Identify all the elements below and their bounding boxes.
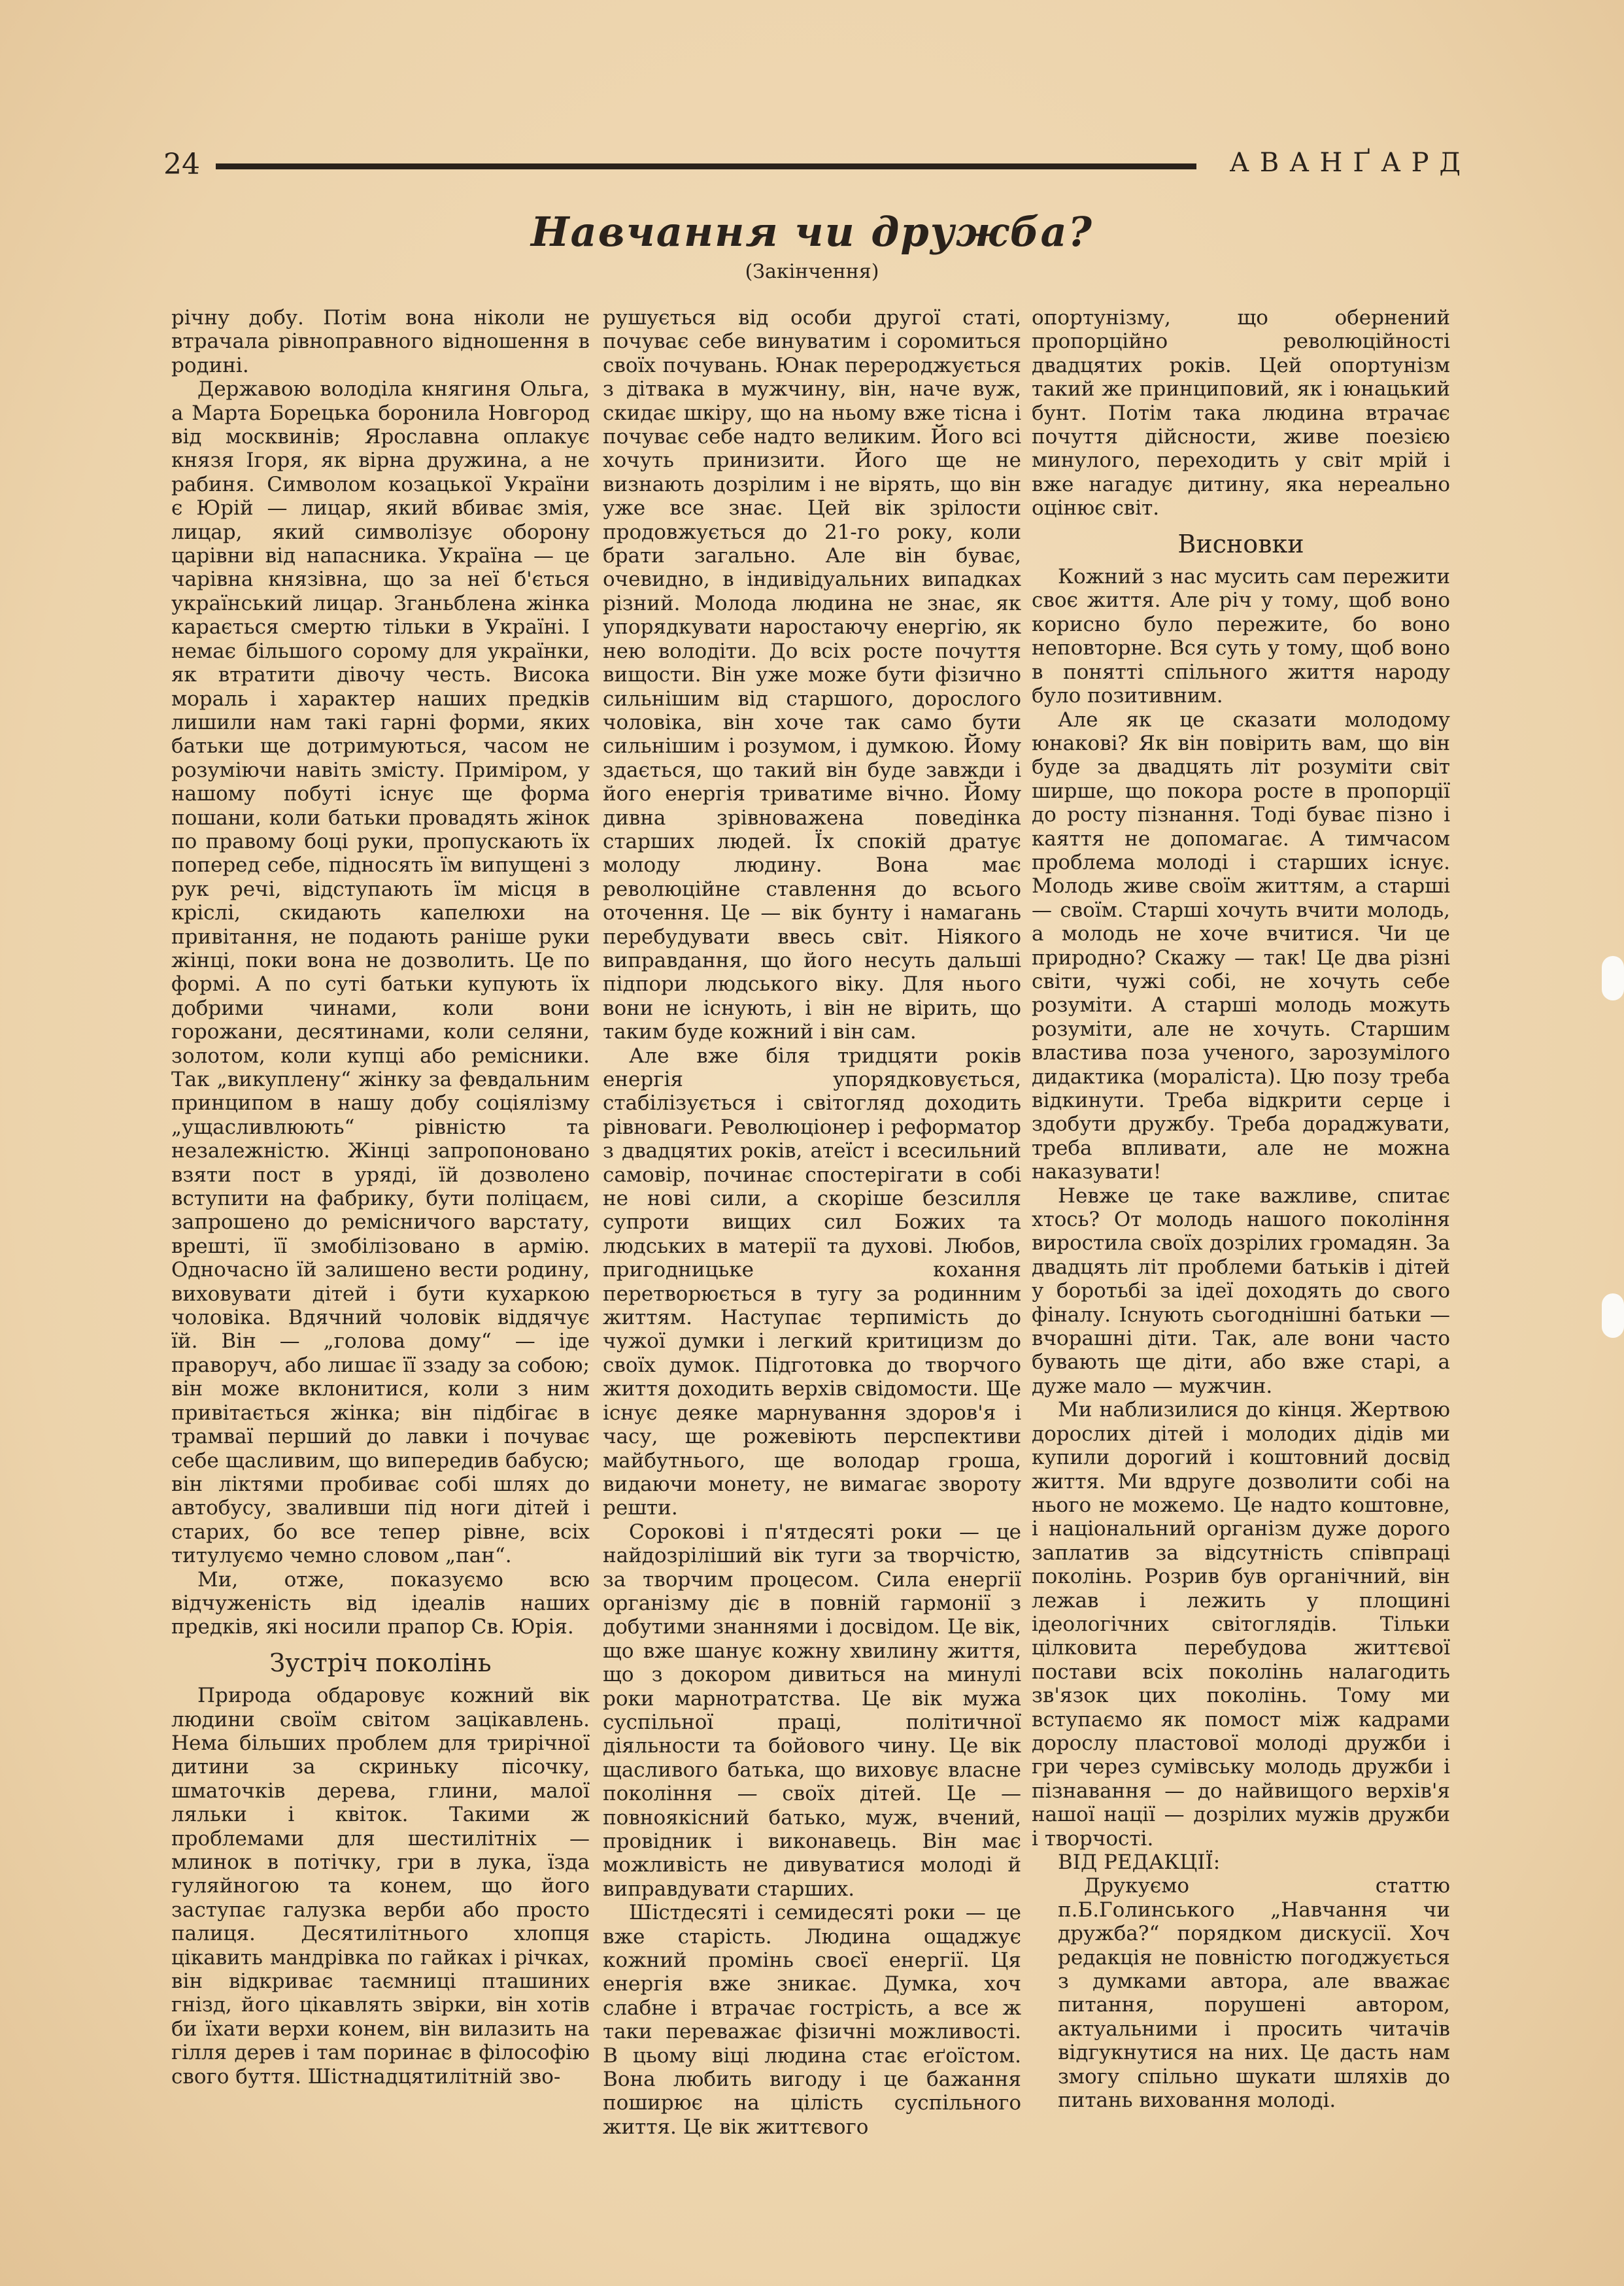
paragraph: Державою володіла княгиня Ольга, а Марта Борецька боронила Новгород від москвинів; Ярославна оплакує князя Ігоря, як вірна дружина, а не рабиня. Символом козацької України є Юрій — лицар, який вбиває змія, лицар, який символізує оборону царівни від напасника. Україна — це чарівна князівна, що за неї б'ється український лицар. Зганьблена жінка карається смертю тільки в Україні. І немає більшого сорому для українки, як втратити дівочу честь. Висока мораль і характер наших предків лишили нам такі гарні форми, яких батьки ще дотримуються, часом не розуміючи навіть змісту. Приміром, у нашому побуті існує ще форма пошани, коли батьки провадять жінок по правому боці руки, пропускають їх поперед себе, підносять їм випущені з рук речі, відступають їм місця в кріслі, скидають капелюхи на привітання, не подають раніше руки жінці, поки вона не дозволить. Це по формі. А по суті батьки купують їх добрими чинами, коли вони горожани, десятинами, коли селяни, золотом, коли купці або ремісники. Так „викуплену“ жінку за февдальним принципом в нашу добу соціялізму „ущасливлюють“ рівністю та незалежністю. Жінці запропоновано взяти пост в уряді, їй дозволено вступити на фабрику, бути поліцаєм, запрошено до ремісничого варстату, врешті, її змобілізовано в армію. Одночасно їй залишено вести родину, виховувати дітей і бути кухаркою чоловіка. Вдячний чоловік віддячує їй. Він — „голова дому“ — іде праворуч, або лишає її ззаду за собою; він може вклонитися, коли з ним привітається жінка; він підбігає в трамваї перший до лавки і почуває себе щасливим, що випередив бабусю; він ліктями пробиває собі шлях до автобусу, зваливши під ноги дітей і старих, бо все тепер рівне, всіх титулуємо чемно словом „пан“.: [171, 377, 590, 1568]
section-heading: Висновки: [1177, 529, 1304, 558]
text-column-3: [1032, 306, 1450, 2112]
paragraph: Ми, отже, показуємо всю відчуженість від ідеалів наших предків, які носили прапор Св. Юрія.: [171, 1567, 590, 1639]
paragraph: Ми наблизилися до кінця. Жертвою дорослих дітей і молодих дідів ми купили дорогий і коштовний досвід життя. Ми вдруге дозволити собі на нього не можемо. Це надто коштовне, і національний організм дуже дорого заплатив за відсутність співпраці поколінь. Розрив був органічний, він лежав і лежить у площині ідеологічних світоглядів. Тільки цілковита перебудова життєвої постави всіх поколінь налагодить зв'язок цих поколінь. Тому ми вступаємо як помост між кадрами дорослу пластової молоді дружби і гри через сумівську молодь дружби і пізнавання — до найвищого верхів'я нашої нації — дозрілих мужів дружби і творчості.: [1032, 1398, 1450, 1851]
magazine-name: АВАНҐАРД: [1229, 148, 1471, 178]
header-rule: [216, 163, 1196, 169]
paragraph: Природа обдаровує кожний вік людини своїм світом зацікавлень. Нема більших проблем для трирічної дитини за скриньку пісочку, шматочків дерева, глини, малої ляльки і квіток. Такими ж проблемами для шестилітніх — млинок в потічку, гри в лука, їзда гуляйногою та конем, що його заступає галузка верби або просто палиця. Десятилітнього хлопця цікавить мандрівка по гайках і річках, він відкриває таємниці пташиних гнізд, його цікавлять звірки, він хотів би їхати верхи конем, він вилазить на гілля дерев і там поринає в філософію свого буття. Шістнадцятилітній зво-: [171, 1684, 590, 2089]
article-subtitle: (Закінчення): [745, 260, 879, 283]
paragraph: річну добу. Потім вона ніколи не втрачала рівноправного відношення в родині.: [171, 306, 590, 377]
section-heading: Зустріч поколінь: [269, 1648, 492, 1677]
editor-note-label: ВІД РЕДАКЦІЇ:: [1058, 1851, 1221, 1874]
punch-hole: [1602, 1293, 1624, 1338]
editor-note: [1058, 1874, 1450, 2112]
paragraph: Кожний з нас мусить сам пережити своє життя. Але річ у тому, щоб воно корисно було пережите, бо воно неповторне. Вся суть у тому, щоб воно в понятті спільного життя народу було позитивним.: [1032, 565, 1450, 708]
paragraph: Але вже біля тридцяти років енергія упорядковується, стабілізується і світогляд доходить рівноваги. Революціонер і реформатор з двадцятих років, атеїст і всесильний самовір, починає спостерігати в собі не нові сили, а скоріше безсилля супроти вищих сил Божих та людських в матерії та духові. Любов, пригодницьке кохання перетворюється в тугу за родинним життям. Наступає терпимість до чужої думки і легкий критицизм до своїх думок. Підготовка до творчого життя доходить верхів свідомости. Ще існує деяке марнування здоров'я і часу, ще рожевіють перспективи майбутнього, ще володар гроша, видаючи монету, не вимагає звороту решти.: [603, 1044, 1021, 1520]
punch-hole: [1602, 956, 1624, 1000]
paragraph: рушується від особи другої статі, почуває себе винуватим і соромиться своїх почувань. Юнак перероджується з дітвака в мужчину, він, наче вуж, скидає шкіру, що на ньому вже тісна і почуває себе надто великим. Його всі хочуть принизити. Його ще не визнають дозрілим і не вірять, що він уже все знає. Цей вік зрілости продовжується до 21-го року, коли брати загально. Але він буває, очевидно, в індивідуальних випадках різний. Молода людина не знає, як упорядкувати наростаючу енергію, як нею володіти. До всіх росте почуття вищости. Він уже може бути фізично сильнішим від старшого, дорослого чоловіка, він хоче так само бути сильнішим і розумом, і думкою. Йому здається, що такий він буде завжди і його енергія триватиме вічно. Йому дивна зрівноважена поведінка старших людей. Їх спокій дратує молоду людину. Вона має революційне ставлення до всього оточення. Це — вік бунту і намагань перебудувати ввесь світ. Ніякого виправдання, що його несуть дальші підпори людського віку. Для нього вони не існують, і він не вірить, що таким буде кожний і він сам.: [603, 306, 1021, 1044]
page-number: 24: [163, 148, 200, 181]
text-column-1: [171, 306, 590, 2089]
paragraph: Сорокові і п'ятдесяті роки — це найдозріліший вік туги за творчістю, за творчим процесом. Сила енергії організму діє в повній гармонії з добутими знаннями і досвідом. Це вік, що вже шанує кожну хвилину життя, що з докором дивиться на минулі роки марнотратства. Це вік мужа суспільної праці, політичної діяльности та бойового чину. Це вік щасливого батька, що виховує власне покоління — своїх дітей. Це — повноякісний батько, муж, вчений, провідник і виконавець. Він має можливість не дивуватися молоді й виправдувати старших.: [603, 1520, 1021, 1901]
article-title: Навчання чи дружба?: [530, 208, 1094, 256]
editor-note-text: Друкуємо статтю п.Б.Голинського „Навчання чи дружба?“ порядком дискусії. Хоч редакція не повністю погоджується з думками автора, але вважає питання, порушені автором, актуальними і просить читачів відгукнутися на них. Це дасть нам змогу спільно шукати шляхів до питань виховання молоді.: [1058, 1874, 1450, 2113]
paragraph: Але як це сказати молодому юнакові? Як він повірить вам, що він буде за двадцять літ розуміти світ ширше, що покора росте в пропорції до росту пізнання. Тоді буває пізно і каяття не допомагає. А тимчасом проблема молоді і старших існує. Молодь живе своїм життям, а старші — своїм. Старші хочуть вчити молодь, а молодь не хоче вчитися. Чи це природно? Скажу — так! Це два різні світи, чужі собі, не хочуть себе розуміти. А старші молодь можуть розуміти, але не хочуть. Старшим властива поза ученого, зарозумілого дидактика (мораліста). Цю позу треба відкинути. Треба відкрити серце і здобути дружбу. Треба дораджувати, треба впливати, але не можна наказувати!: [1032, 708, 1450, 1184]
paragraph: Невже це таке важливе, спитає хтось? От молодь нашого покоління виростила своїх дозрілих громадян. За двадцять літ проблеми батьків і дітей у боротьбі за ідеї доходять до свого фіналу. Існують сьогоднішні батьки — вчорашні діти. Так, але вони часто бувають ще діти, або вже старі, а дуже мало — мужчин.: [1032, 1184, 1450, 1398]
paragraph: опортунізму, що обернений пропорційно революційності двадцятих років. Цей опортунізм такий же принциповий, як і юнацький бунт. Потім така людина втрачає почуття дійсности, живе поезією минулого, переходить у світ мрій і вже нагадує дитину, яка нереально оцінює світ.: [1032, 306, 1450, 520]
text-column-2: [603, 306, 1021, 2139]
paragraph: Шістдесяті і семидесяті роки — це вже старість. Людина ощаджує кожний промінь своєї енергії. Ця енергія вже зникає. Думка, хоч слабне і втрачає гострість, а все ж таки переважає фізичні можливості. В цьому віці людина стає еґоїстом. Вона любить вигоду і це бажання поширює на цілість суспільного життя. Це вік життєвого: [603, 1901, 1021, 2139]
page-header: [163, 148, 1471, 187]
